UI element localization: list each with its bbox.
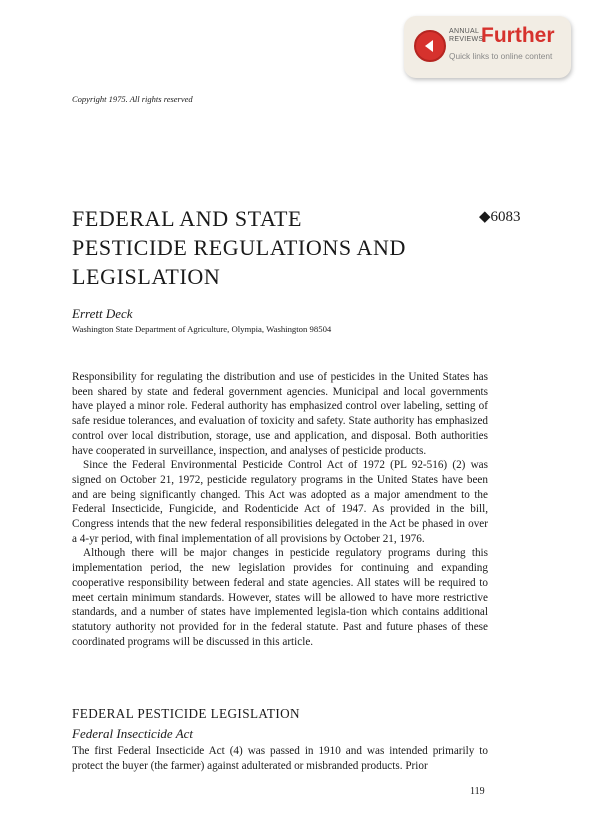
author-name: Errett Deck (72, 306, 133, 321)
badge-subtitle: Quick links to online content (449, 51, 553, 61)
body-paragraph: Although there will be major changes in pesticide regulatory programs during this implementation period, the new legislation provides for continuing and expanding cooperative responsibility between federal and state agencies. All states will be required to meet certain minimum standards. However, states will be allowed to have more restrictive standards, and a number of states have implemented legisla-tion which contains additional statutory authority not provided for in the federal statute. Past and future phases of these coordinated programs will be discussed in this article. (72, 547, 488, 648)
article-code: ◆6083 (479, 209, 521, 225)
section-body (72, 744, 488, 773)
author-affiliation: Washington State Department of Agriculture, Olympia, Washington 98504 (72, 324, 332, 334)
body-paragraph: Since the Federal Environmental Pesticide Control Act of 1972 (PL 92-516) (2) was signed on October 21, 1972, pesticide regulatory programs in the United States have been and are being significantly changed. This Act was adopted as a major amendment to the Federal Insecticide, Fungicide, and Rodenticide Act of 1947. As provided in the bill, Congress intends that the new federal responsibilities delegated in the Act be phased in over a 4-yr period, with final implementation of all provisions by October 21, 1976. (72, 459, 488, 545)
body-paragraph: The first Federal Insecticide Act (4) was passed in 1910 and was intended primarily to protect the buyer (the farmer) against adulterated or misbranded products. Prior (72, 745, 488, 772)
badge-further-label: Further (481, 24, 555, 47)
article-title: FEDERAL AND STATE PESTICIDE REGULATIONS AND LEGISLATION (72, 206, 406, 289)
annual-reviews-logo-icon (414, 30, 446, 62)
subsection-heading: Federal Insecticide Act (72, 726, 194, 741)
badge-publisher-label: ANNUAL REVIEWS (449, 28, 484, 43)
copyright-notice: Copyright 1975. All rights reserved (72, 94, 193, 104)
body-paragraph: Responsibility for regulating the distribution and use of pesticides in the United States has been shared by state and federal government agencies. Municipal and local governments have played a minor role. Federal authority has emphasized control over labeling, setting of safe residue tolerances, and evaluation of toxicity and safety. State authority has emphasized control over local distribution, storage, use and application, and disposal. Both authorities have cooperated in surveillance, inspection, and analyses of pesticide products. (72, 371, 488, 457)
section-heading: FEDERAL PESTICIDE LEGISLATION (72, 706, 300, 721)
page-number: 119 (470, 786, 485, 797)
article-body (72, 370, 488, 649)
further-badge[interactable] (404, 16, 571, 78)
